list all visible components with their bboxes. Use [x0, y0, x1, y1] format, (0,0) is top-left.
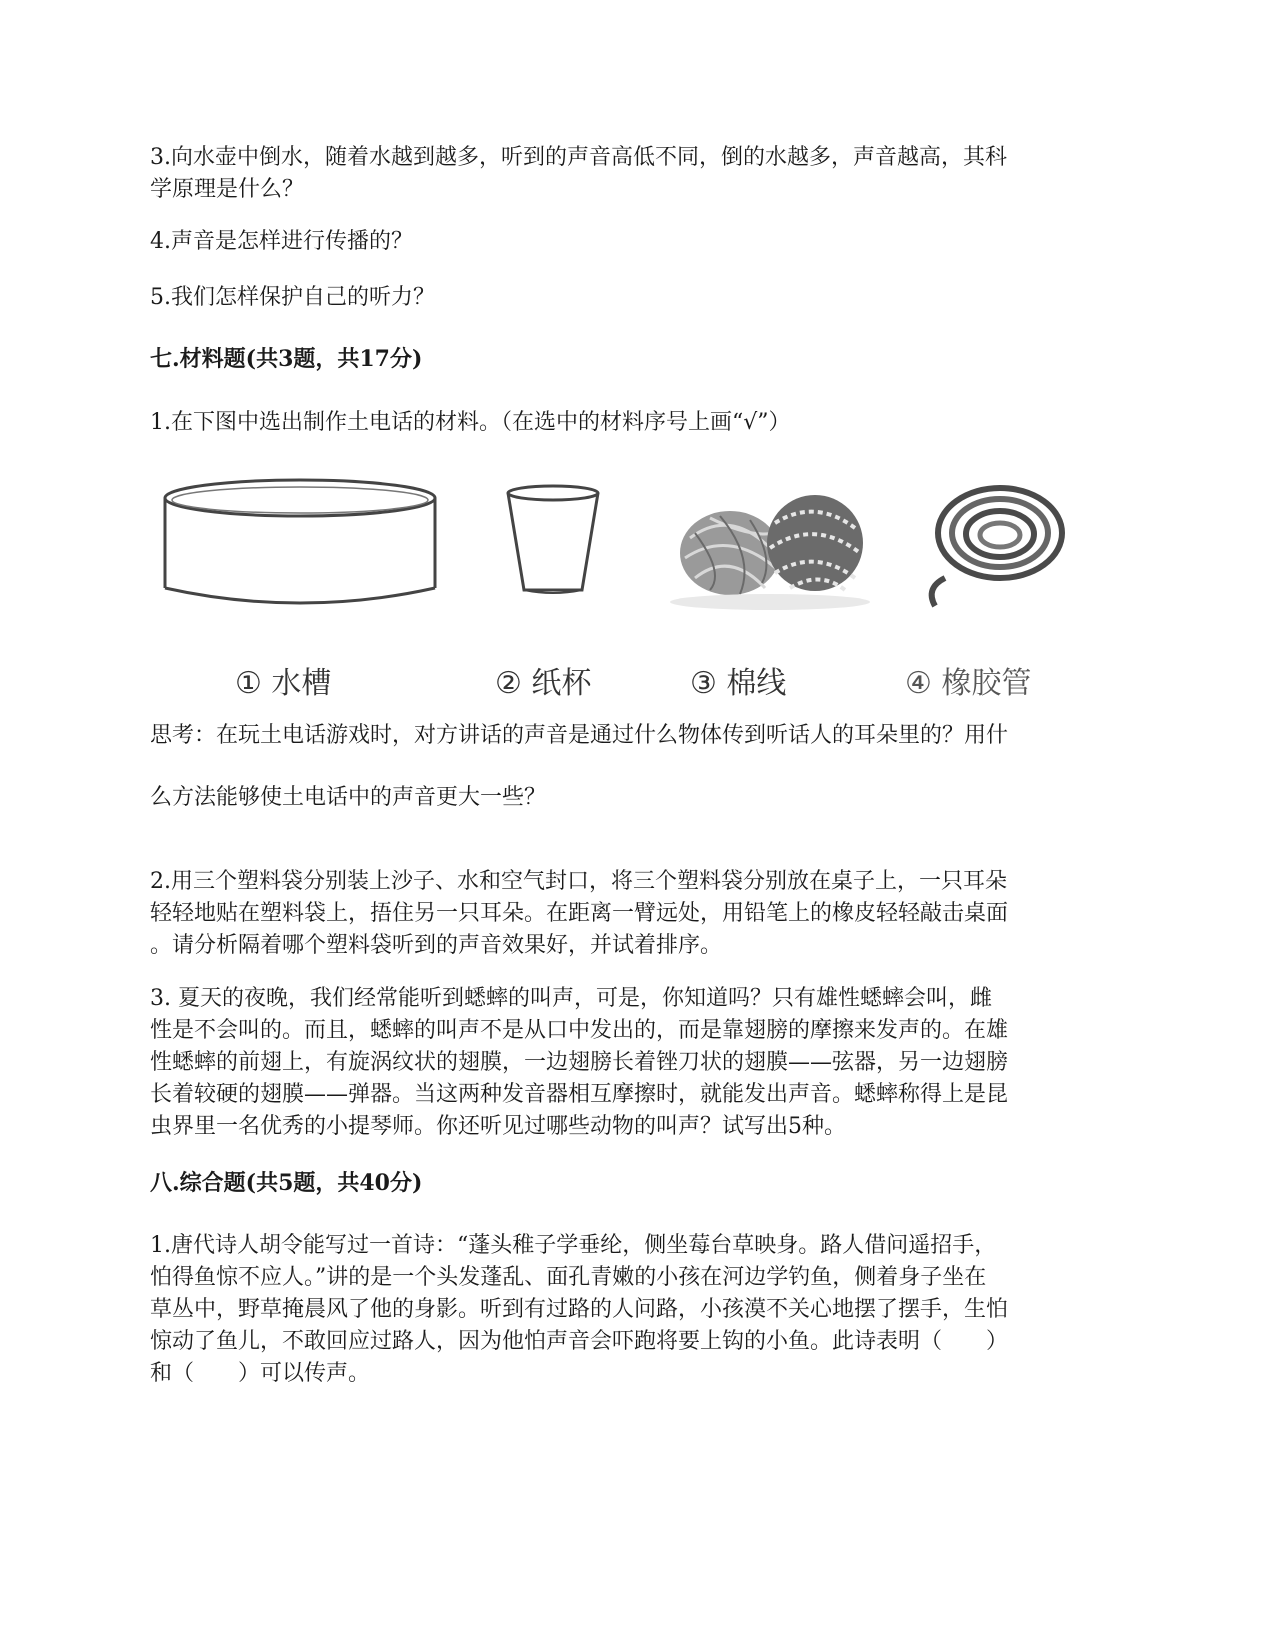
materials-figure [150, 478, 1130, 708]
s7-q3-line2: 性是不会叫的。而且，蟋蟀的叫声不是从口中发出的，而是靠翅膀的摩擦来发声的。在雄 [150, 1018, 1009, 1043]
s7-q3-line5: 虫界里一名优秀的小提琴师。你还听见过哪些动物的叫声？试写出5种。 [150, 1114, 846, 1139]
s7-think-line1: 思考：在玩土电话游戏时，对方讲话的声音是通过什么物体传到听话人的耳朵里的？用什 [150, 723, 1009, 748]
s7-q3-line1: 3. 夏天的夜晚，我们经常能听到蟋蟀的叫声，可是，你知道吗？只有雄性蟋蟀会叫，雌 [150, 986, 992, 1011]
s8-q1-line2: 怕得鱼惊不应人。”讲的是一个头发蓬乱、面孔青嫩的小孩在河边学钓鱼，侧着身子坐在 [150, 1265, 987, 1290]
s7-q2-line1: 2.用三个塑料袋分别装上沙子、水和空气封口，将三个塑料袋分别放在桌子上，一只耳朵 [150, 869, 1007, 894]
s8-q1-line4: 惊动了鱼儿，不敢回应过路人，因为他怕声音会吓跑将要上钩的小鱼。此诗表明（ ） [150, 1329, 1009, 1354]
rubber-tube-icon [932, 488, 1062, 606]
materials-illustration [150, 478, 1130, 658]
s6-q3-line2: 学原理是什么？ [150, 177, 305, 202]
s7-q2-line3: 。请分析隔着哪个塑料袋听到的声音效果好，并试着排序。 [150, 933, 723, 958]
section7-heading: 七.材料题(共3题，共17分) [150, 346, 423, 372]
s7-q3-line3: 性蟋蟀的前翅上，有旋涡纹状的翅膜，一边翅膀长着锉刀状的翅膜——弦器，另一边翅膀 [150, 1050, 1009, 1075]
s6-q4: 4.声音是怎样进行传播的？ [150, 229, 413, 254]
material-label-rubber-tube: ④ 橡胶管 [905, 666, 1032, 701]
material-label-paper-cup: ② 纸杯 [495, 666, 592, 701]
s6-q5: 5.我们怎样保护自己的听力？ [150, 285, 435, 310]
section8-heading: 八.综合题(共5题，共40分) [150, 1170, 423, 1196]
s6-q3-line1: 3.向水壶中倒水，随着水越到越多，听到的声音高低不同，倒的水越多，声音越高，其科 [150, 145, 1007, 170]
paper-cup-icon [508, 486, 598, 593]
s8-q1-line1: 1.唐代诗人胡令能写过一首诗：“蓬头稚子学垂纶，侧坐莓台草映身。路人借问遥招手， [150, 1233, 997, 1258]
cotton-thread-icon [670, 495, 870, 610]
s8-q1-line3: 草丛中，野草掩晨风了他的身影。听到有过路的人问路，小孩漠不关心地摆了摆手，生怕 [150, 1297, 1009, 1322]
s7-think-line2: 么方法能够使土电话中的声音更大一些？ [150, 785, 547, 810]
s7-q1: 1.在下图中选出制作土电话的材料。（在选中的材料序号上画“√”） [150, 410, 791, 435]
s8-q1-line5: 和（ ）可以传声。 [150, 1361, 371, 1386]
water-trough-icon [165, 480, 435, 603]
material-label-cotton-thread: ③ 棉线 [690, 666, 787, 701]
material-label-water-trough: ① 水槽 [235, 666, 332, 701]
s7-q2-line2: 轻轻地贴在塑料袋上，捂住另一只耳朵。在距离一臂远处，用铅笔上的橡皮轻轻敲击桌面 [150, 901, 1009, 926]
s7-q3-line4: 长着较硬的翅膜——弹器。当这两种发音器相互摩擦时，就能发出声音。蟋蟀称得上是昆 [150, 1082, 1009, 1107]
